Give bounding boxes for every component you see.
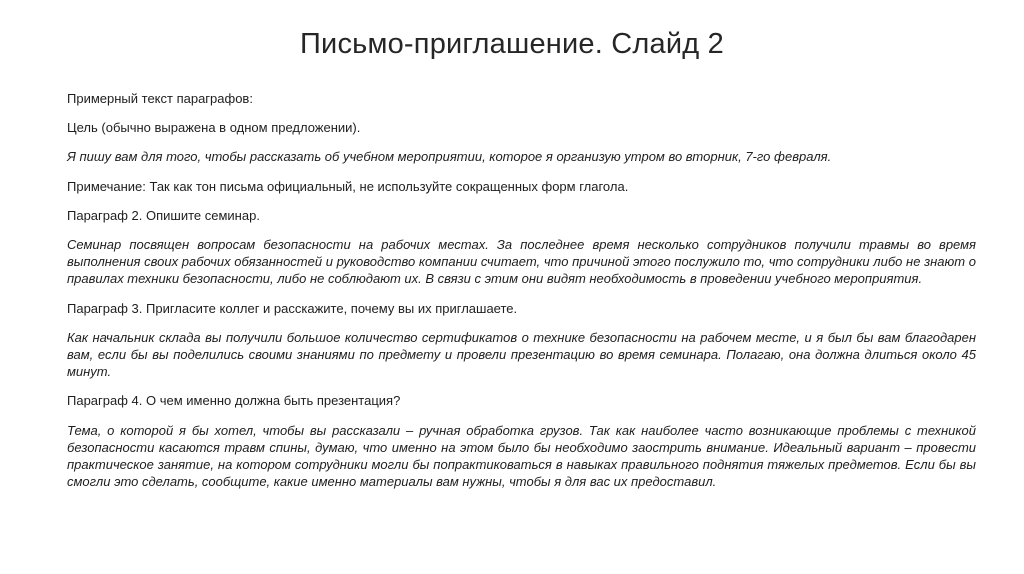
paragraph-2-heading: Параграф 2. Опишите семинар.	[67, 207, 260, 223]
paragraph-4-heading: Параграф 4. О чем именно должна быть презентация?	[67, 393, 401, 409]
paragraph-4-example: Тема, о которой я бы хотел, чтобы вы рассказали – ручная обработка грузов. Так как наиболее часто возникающие проблемы с техникой безопасности касаются травм спины, думаю, что именно на этом было бы необходимо заострить внимание. Идеальный вариант – провести практическое занятие, на котором сотрудники могли бы попрактиковаться в навыках правильного поднятия тяжелых предметов. Если бы вы смогли это сделать, сообщите, какие именно материалы вам нужны, чтобы я для вас их предоставил.	[67, 422, 976, 490]
paragraph-2-example: Семинар посвящен вопросам безопасности на рабочих местах. За последнее время несколько сотрудников получили травмы во время выполнения своих рабочих обязанностей и руководство компании считает, что причиной этого послужило то, что сотрудники либо не знают о правилах техники безопасности, либо не соблюдают их. В связи с этим они видят необходимость в проведении учебного мероприятия.	[67, 237, 976, 287]
slide-title: Письмо-приглашение. Слайд 2	[300, 28, 724, 60]
paragraph-goal-heading: Цель (обычно выражена в одном предложении).	[67, 120, 361, 136]
slide-body	[67, 90, 976, 502]
paragraph-3-heading: Параграф 3. Пригласите коллег и расскажите, почему вы их приглашаете.	[67, 300, 518, 316]
paragraph-intro: Примерный текст параграфов:	[67, 91, 253, 106]
paragraph-goal-example: Я пишу вам для того, чтобы рассказать об учебном мероприятии, которое я организую утром во вторник, 7-го февраля.	[67, 149, 832, 165]
paragraph-3-example: Как начальник склада вы получили большое количество сертификатов о технике безопасности на рабочем месте, и я был бы вам благодарен вам, если бы вы поделились своими знаниями по предмету и провели презентацию во время семинара. Полагаю, она должна длиться около 45 минут.	[67, 329, 976, 380]
paragraph-note: Примечание: Так как тон письма официальный, не используйте сокращенных форм глагола.	[67, 178, 629, 194]
